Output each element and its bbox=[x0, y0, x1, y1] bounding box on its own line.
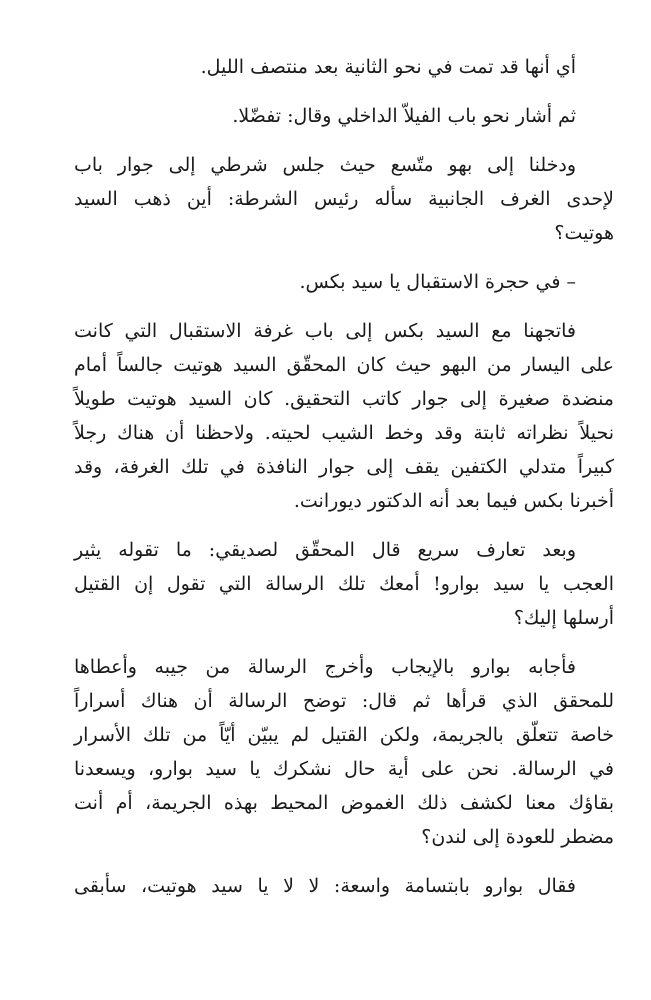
text-line: ثم أشار نحو باب الفيلاّ الداخلي وقال: تفضّلا. bbox=[232, 105, 576, 127]
text-line: – في حجرة الاستقبال يا سيد بكس. bbox=[299, 271, 576, 293]
text-line: لإحدى الغرف الجانبية سأله رئيس الشرطة: أين ذهب السيد bbox=[74, 188, 614, 210]
text-line: كبيراً متدلي الكتفين يقف إلى جوار النافذة في تلك الغرفة، وقد bbox=[74, 456, 614, 478]
text-line: العجب يا سيد بوارو! أمعك تلك الرسالة التي تقول إن القتيل bbox=[74, 573, 614, 595]
paragraph bbox=[74, 314, 614, 518]
text-line: فاتجهنا مع السيد بكس إلى باب غرفة الاستقبال التي كانت bbox=[74, 320, 576, 342]
paragraph bbox=[74, 533, 614, 635]
text-line: بقاؤك معنا لكشف ذلك الغموض المحيط بهذه الجريمة، أم أنت bbox=[74, 792, 614, 814]
text-line: في الرسالة. نحن على أية حال نشكرك يا سيد بوارو، ويسعدنا bbox=[74, 758, 614, 780]
text-line: هوتيت؟ bbox=[554, 222, 614, 244]
paragraph bbox=[74, 869, 614, 903]
text-line: وبعد تعارف سريع قال المحقّق لصديقي: ما تقوله يثير bbox=[74, 539, 576, 561]
text-line: أرسلها إليك؟ bbox=[513, 607, 614, 629]
paragraph bbox=[74, 99, 614, 133]
text-line: منضدة صغيرة إلى جوار كاتب التحقيق. كان السيد هوتيت طويلاً bbox=[74, 388, 614, 410]
text-line: مضطر للعودة إلى لندن؟ bbox=[421, 826, 614, 848]
paragraph bbox=[74, 650, 614, 854]
paragraph bbox=[74, 148, 614, 250]
paragraph bbox=[74, 50, 614, 84]
paragraph bbox=[74, 265, 614, 299]
text-line: فأجابه بوارو بالإيجاب وأخرج الرسالة من جيبه وأعطاها bbox=[74, 656, 576, 678]
text-line: على اليسار من البهو حيث كان المحقّق السيد هوتيت جالساً أمام bbox=[74, 354, 614, 376]
text-line: ودخلنا إلى بهو متّسع حيث جلس شرطي إلى جوار باب bbox=[74, 154, 576, 176]
text-line: للمحقق الذي قرأها ثم قال: توضح الرسالة أن هناك أسراراً bbox=[74, 690, 614, 712]
text-line: أي أنها قد تمت في نحو الثانية بعد منتصف الليل. bbox=[200, 56, 576, 78]
book-page bbox=[74, 50, 614, 918]
text-line: أخبرنا بكس فيما بعد أنه الدكتور ديورانت. bbox=[293, 490, 614, 512]
text-line: نحيلاً نظراته ثابتة وقد وخط الشيب لحيته. ولاحظنا أن هناك رجلاً bbox=[74, 422, 614, 444]
text-line: فقال بوارو بابتسامة واسعة: لا لا يا سيد هوتيت، سأبقى bbox=[74, 875, 576, 897]
text-line: خاصة تتعلّق بالجريمة، ولكن القتيل لم يبيّن أيّاً من تلك الأسرار bbox=[74, 724, 614, 746]
